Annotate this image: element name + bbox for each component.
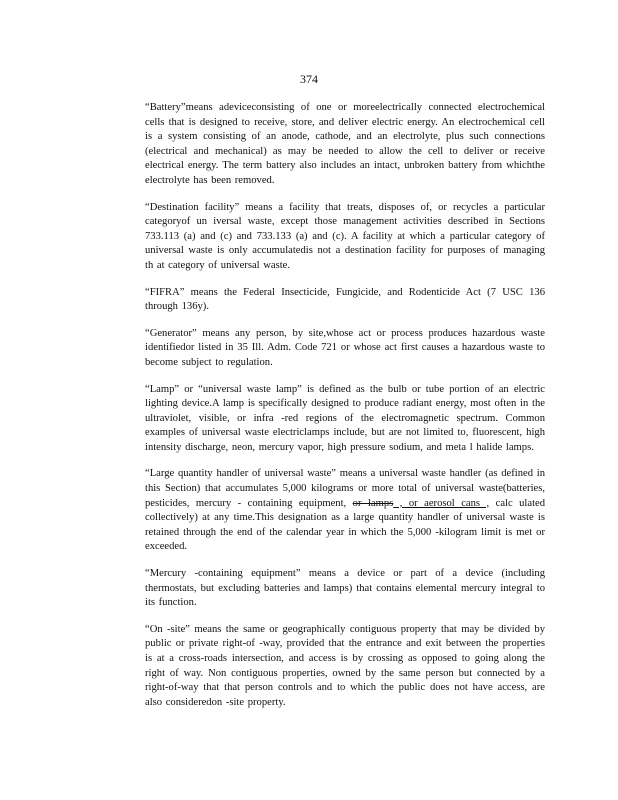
definitions-body — [145, 101, 545, 722]
definition-generator — [145, 327, 545, 371]
definition-text: “Lamp” or “universal waste lamp” is defined as the bulb or tube portion of an electric lighting device.A lamp is specifically designed to produce radiant energy, most often in the ultraviolet, visible, or infra -red regions of the electromagnetic spectrum. Common examples of universal waste electriclamps include, but are not limited to, fluorescent, high intensity discharge, neon, mercury vapor, high pressure sodium, and meta l halide lamps. — [145, 383, 545, 453]
definition-destination-facility — [145, 201, 545, 274]
definition-mercury-containing-equipment — [145, 567, 545, 611]
definition-fifra — [145, 286, 545, 315]
definition-text: “Destination facility” means a facility that treats, disposes of, or recycles a particular categoryof un iversal waste, except those management activities described in Sections 733.113 (a) and (c) and 733.133 (a) and (c). A facility at which a particular category of universal waste is only accumulatedis not a destination facility for purposes of managing th at category of universal waste. — [145, 201, 545, 271]
definition-text: “Generator” means any person, by site,whose act or process produces hazardous waste identifiedor listed in 35 Ill. Adm. Code 721 or whose act first causes a hazardous waste to become subject to regulation. — [145, 327, 545, 368]
definition-lamp — [145, 383, 545, 456]
definition-text: “FIFRA” means the Federal Insecticide, Fungicide, and Rodenticide Act (7 USC 136 through 136y). — [145, 286, 545, 313]
definition-battery — [145, 101, 545, 189]
definition-text: “Large quantity handler of universal waste” means a universal waste handler (as defined in this Section) that accumulates 5,000 kilograms or more total of universal waste(batteries, pesticides, mercury - containing equipment, — [145, 468, 545, 509]
definition-large-quantity-handler — [145, 467, 545, 555]
page-number: 374 — [300, 72, 318, 86]
deleted-text: or lamps — [352, 497, 394, 509]
definition-text: “On -site” means the same or geographically contiguous property that may be divided by public or private right-of -way, provided that the entrance and exit between the properties is at a cross-roads intersection, and access is by crossing as opposed to going along the right of way. Non contiguous properties, owned by the same person but connected by a right-of-way that that person controls and to which the public does not have access, are also consideredon -site property. — [145, 623, 545, 708]
definition-text: “Battery”means adeviceconsisting of one or moreelectrically connected electrochemical cells that is designed to receive, store, and deliver electric energy. An electrochemical cell is a system consisting of an anode, cathode, and an electrolyte, plus such connections (electrical and mechanical) as may be needed to allow the cell to deliver or receive electrical energy. The term battery also includes an intact, unbroken battery from whichthe electrolyte has been removed. — [145, 102, 545, 186]
inserted-text: , or aerosol cans , — [393, 497, 490, 509]
definition-text: “Mercury -containing equipment” means a device or part of a device (including thermostats, but excluding batteries and lamps) that contains elemental mercury integral to its function. — [145, 568, 545, 609]
definition-text-tail: calc ulated collectively) at any time.This designation as a large quantity handler of universal waste is retained through the end of the calendar year in which the 5,000 -kilogram limit is met or exceeded. — [145, 497, 546, 553]
definition-on-site — [145, 623, 545, 711]
